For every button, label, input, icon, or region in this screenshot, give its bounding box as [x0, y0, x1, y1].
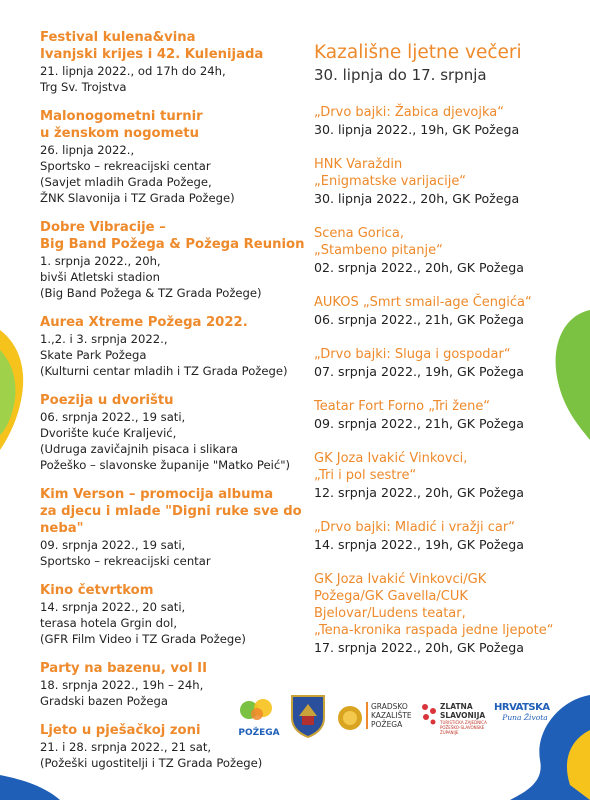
event-title: Festival kulena&vina Ivanjski krijes i 42. Kulenijada: [40, 30, 264, 62]
event-details: 1.,2. i 3. srpnja 2022., Skate Park Požega (Kulturni centar mladih i TZ Grada Požege): [40, 332, 288, 378]
theatre-event: [314, 398, 584, 432]
event-details: 18. srpnja 2022., 19h – 24h, Gradski bazen Požega: [40, 678, 204, 708]
event-title: Party na bazenu, vol II: [40, 661, 208, 676]
theatre-event: [314, 519, 584, 553]
theatre-event-title: „Drvo bajki: Sluga i gospodar“: [314, 347, 511, 362]
event-details: 09. srpnja 2022., 19 sati, Sportsko – rekreacijski centar: [40, 538, 211, 568]
theatre-nights-column: [314, 42, 584, 674]
theatre-event-details: 30. lipnja 2022., 20h, GK Požega: [314, 191, 520, 206]
city-coat-of-arms-icon: [288, 692, 328, 742]
hrvatska-logo-subtext: Puna Života: [502, 713, 548, 722]
theatre-event-details: 02. srpnja 2022., 20h, GK Požega: [314, 260, 524, 275]
theatre-event-title: „Drvo bajki: Mladić i vražji car“: [314, 520, 515, 535]
sun-emblem-icon: [336, 704, 364, 736]
event-poezija-u-dvoristu: [40, 392, 310, 473]
event-details: 06. srpnja 2022., 19 sati, Dvorište kuće Kraljević, (Udruga zavičajnih pisaca i slikara Požeško – slavonske županije "Matko Peić"): [40, 410, 291, 472]
event-title: Ljeto u pješačkoj zoni: [40, 723, 201, 738]
event-malonogometni-turnir: [40, 108, 310, 206]
left-blob-decoration: [0, 330, 26, 450]
theatre-event-details: 06. srpnja 2022., 21h, GK Požega: [314, 312, 524, 327]
theatre-event: [314, 450, 584, 501]
event-details: 1. srpnja 2022., 20h, bivši Atletski stadion (Big Band Požega & TZ Grada Požege): [40, 254, 262, 300]
event-title: Dobre Vibracije – Big Band Požega & Požega Reunion: [40, 220, 305, 252]
theatre-event-details: 09. srpnja 2022., 21h, GK Požega: [314, 416, 524, 431]
pozega-logo: [236, 696, 282, 738]
theatre-event: [314, 346, 584, 380]
theatre-event-title: Scena Gorica, „Stambeno pitanje“: [314, 226, 443, 258]
event-kim-verson: [40, 486, 310, 569]
hrvatska-logo: [494, 702, 556, 722]
event-details: 21. lipnja 2022., od 17h do 24h, Trg Sv. Trojstva: [40, 64, 226, 94]
event-details: 26. lipnja 2022., Sportsko – rekreacijski centar (Savjet mladih Grada Požege, ŽNK Slavonija i TZ Grada Požege): [40, 143, 235, 205]
theatre-event-title: AUKOS „Smrt smail-age Čengića“: [314, 295, 532, 310]
pozega-logo-text: POŽEGA: [238, 728, 280, 738]
event-kino-cetvrtkom: [40, 582, 310, 647]
event-details: 14. srpnja 2022., 20 sati, terasa hotela Grgin dol, (GFR Film Video i TZ Grada Požege): [40, 600, 246, 646]
theatre-event-title: Teatar Fort Forno „Tri žene“: [314, 399, 491, 414]
event-title: Aurea Xtreme Požega 2022.: [40, 315, 248, 330]
theatre-event: [314, 294, 584, 328]
theatre-event-details: 30. lipnja 2022., 19h, GK Požega: [314, 122, 520, 137]
theatre-section-dates: 30. lipnja do 17. srpnja: [314, 66, 487, 84]
event-title: Poezija u dvorištu: [40, 393, 174, 408]
event-title: Kim Verson – promocija albuma za djecu i mlade "Digni ruke sve do neba": [40, 487, 302, 536]
hrvatska-logo-text: HRVATSKA: [494, 702, 550, 713]
event-aurea-xtreme: [40, 314, 310, 379]
theatre-event-details: 12. srpnja 2022., 20h, GK Požega: [314, 485, 524, 500]
theatre-event-title: GK Joza Ivakić Vinkovci/GK Požega/GK Gavella/CUK Bjelovar/Ludens teatar, „Tena-kronika raspada jedne ljepote“: [314, 572, 554, 638]
sponsor-logos: [236, 692, 556, 742]
theatre-event: [314, 225, 584, 276]
gradsko-kazaliste-logo: [366, 702, 412, 729]
theatre-event: [314, 156, 584, 207]
pozega-mark-icon: [236, 696, 278, 724]
theatre-event: [314, 104, 584, 138]
theatre-event-title: HNK Varaždin „Enigmatske varijacije“: [314, 157, 467, 189]
theatre-event: [314, 571, 584, 656]
theatre-event-title: GK Joza Ivakić Vinkovci, „Tri i pol sestre“: [314, 451, 468, 483]
theatre-event-details: 07. srpnja 2022., 19h, GK Požega: [314, 364, 524, 379]
kazaliste-logo-text: GRADSKO KAZALIŠTE POŽEGA: [371, 702, 412, 729]
zlatna-logo-subtext: TURISTIČKA ZAJEDNICA POŽEŠKO-SLAVONSKE ŽUPANIJE: [440, 720, 487, 735]
event-festival-kulena: [40, 29, 310, 95]
event-title: Kino četvrtkom: [40, 583, 154, 598]
event-details: 21. i 28. srpnja 2022., 21 sat, (Požeški ugostitelji i TZ Grada Požege): [40, 740, 263, 770]
theatre-event-details: 14. srpnja 2022., 19h, GK Požega: [314, 537, 524, 552]
zlatna-logo-text: ZLATNA SLAVONIJA: [440, 702, 486, 720]
left-events-column: [40, 29, 310, 784]
theatre-event-details: 17. srpnja 2022., 20h, GK Požega: [314, 640, 524, 655]
theatre-event-title: „Drvo bajki: Žabica djevojka“: [314, 105, 504, 120]
event-dobre-vibracije: [40, 219, 310, 301]
event-title: Malonogometni turnir u ženskom nogometu: [40, 109, 203, 141]
zlatna-dots-icon: [420, 702, 438, 726]
theatre-section-title: Kazališne ljetne večeri: [314, 42, 522, 63]
